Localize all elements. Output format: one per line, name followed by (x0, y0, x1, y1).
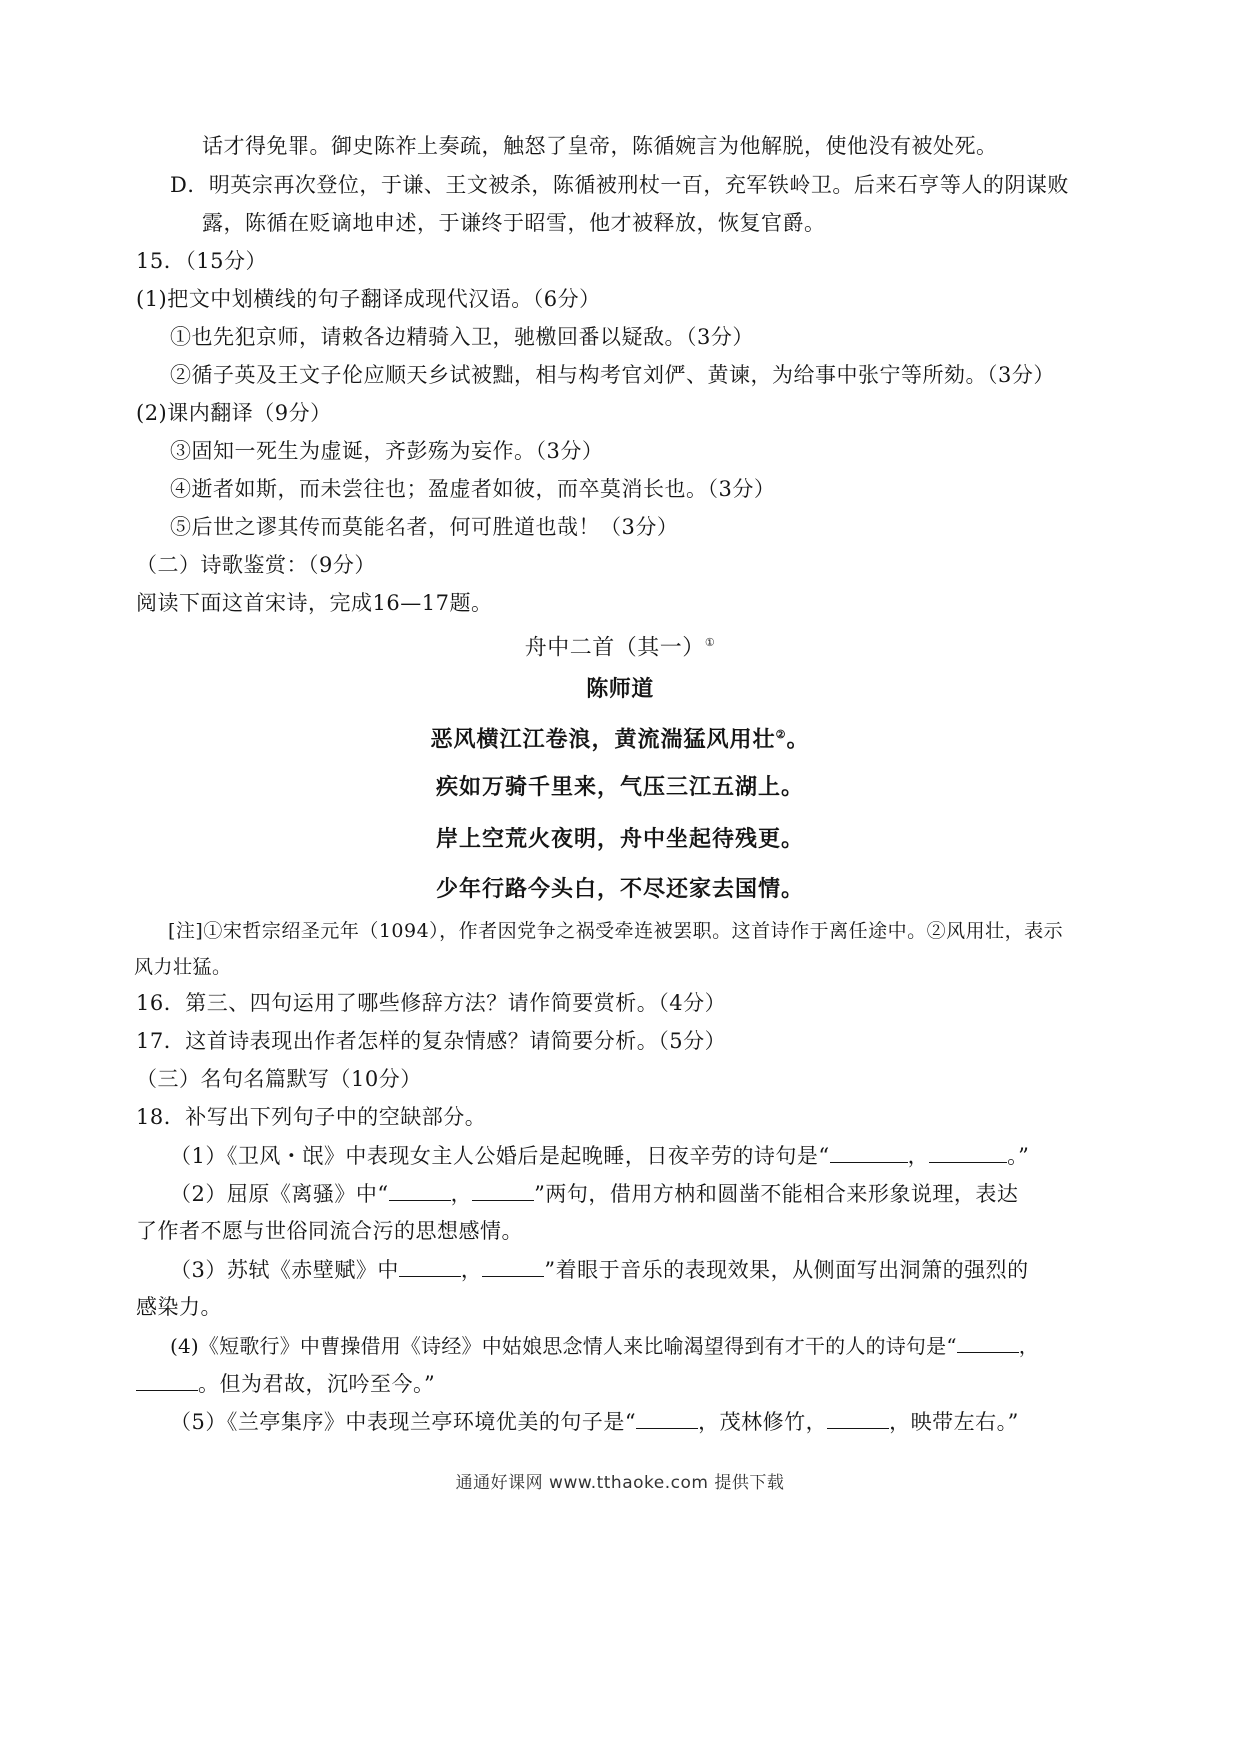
poem-note-line-2: 风力壮猛。 (134, 956, 232, 978)
fill-item-3-continued: 感染力。 (136, 1295, 222, 1319)
question-15-heading: 15．（15分） (136, 249, 267, 273)
fill-item-5: （5）《兰亭集序》中表现兰亭环境优美的句子是“ ，茂林修竹， ，映带左右。” (170, 1406, 1019, 1437)
fill-item-2-continued: 了作者不愿与世俗同流合污的思想感情。 (136, 1219, 523, 1243)
translation-item-5: ⑤后世之谬其传而莫能名者，何可胜道也哉！（3分） (170, 515, 679, 539)
answer-blank[interactable] (636, 1406, 698, 1429)
answer-blank[interactable] (136, 1368, 198, 1391)
fill-item-1: （1）《卫风・氓》中表现女主人公婚后是起晚睡，日夜辛劳的诗句是“ ， 。” (170, 1140, 1029, 1171)
answer-blank[interactable] (482, 1254, 544, 1277)
question-15-part-2: (2)课内翻译（9分） (136, 401, 332, 425)
fill-item-3: （3）苏轼《赤壁赋》中 ， ”着眼于音乐的表现效果，从侧面写出洞箫的强烈的 (170, 1254, 1029, 1285)
poem-instruction: 阅读下面这首宋诗，完成16—17题。 (136, 591, 493, 615)
question-16: 16．第三、四句运用了哪些修辞方法？请作简要赏析。（4分） (136, 991, 727, 1015)
question-18: 18．补写出下列句子中的空缺部分。 (136, 1105, 487, 1129)
question-17: 17．这首诗表现出作者怎样的复杂情感？请简要分析。（5分） (136, 1029, 727, 1053)
question-15-part-1: (1)把文中划横线的句子翻译成现代汉语。（6分） (136, 287, 601, 311)
poem-line-2: 疾如万骑千里来，气压三江五湖上。 (435, 774, 804, 800)
poem-line-1: 恶风横江江卷浪，黄流湍猛风用壮②。 (430, 726, 810, 753)
answer-blank[interactable] (929, 1140, 1007, 1163)
translation-item-4: ④逝者如斯，而未尝往也；盈虚者如彼，而卒莫消长也。（3分） (170, 477, 776, 501)
fill-item-2: （2）屈原《离骚》中“ ， ”两句，借用方枘和圆凿不能相合来形象说理，表达 (170, 1178, 1018, 1209)
answer-blank[interactable] (389, 1178, 451, 1201)
option-d-line: D．明英宗再次登位，于谦、王文被杀，陈循被刑杖一百，充军铁岭卫。后来石亨等人的阴谋败 (170, 173, 1069, 197)
poem-author: 陈师道 (586, 676, 654, 702)
text-line: 露，陈循在贬谪地申述，于谦终于昭雪，他才被释放，恢复官爵。 (202, 211, 826, 235)
footnote-marker: ① (704, 636, 716, 649)
answer-blank[interactable] (472, 1178, 534, 1201)
translation-item-1: ①也先犯京师，请敕各边精骑入卫，驰檄回番以疑敌。（3分） (170, 325, 754, 349)
footnote-marker: ② (775, 728, 787, 741)
page-footer: 通通好课网 www.tthaoke.com 提供下载 (455, 1473, 785, 1493)
answer-blank[interactable] (830, 1140, 908, 1163)
poem-title: 舟中二首（其一）① (524, 635, 716, 661)
poem-line-3: 岸上空荒火夜明，舟中坐起待残更。 (435, 826, 804, 852)
fill-item-4-continued: 。但为君故，沉吟至今。” (136, 1368, 435, 1399)
section-2-heading: （二）诗歌鉴赏：（9分） (136, 553, 376, 577)
text-line: 话才得免罪。御史陈祚上奏疏，触怒了皇帝，陈循婉言为他解脱，使他没有被处死。 (202, 134, 998, 158)
poem-line-4: 少年行路今头白，不尽还家去国情。 (435, 876, 804, 902)
section-3-heading: （三）名句名篇默写（10分） (136, 1067, 422, 1091)
answer-blank[interactable] (957, 1330, 1019, 1353)
translation-item-3: ③固知一死生为虚诞，齐彭殇为妄作。（3分） (170, 439, 604, 463)
poem-note-line-1: [注]①宋哲宗绍圣元年（1094），作者因党争之祸受牵连被罢职。这首诗作于离任途中。②风用壮，表示 (168, 920, 1064, 942)
translation-item-2: ②循子英及王文子伦应顺天乡试被黜，相与构考官刘俨、黄谏，为给事中张宁等所劾。（3分） (170, 363, 1055, 387)
answer-blank[interactable] (827, 1406, 889, 1429)
answer-blank[interactable] (399, 1254, 461, 1277)
fill-item-4: (4)《短歌行》中曹操借用《诗经》中姑娘思念情人来比喻渴望得到有才干的人的诗句是“ ， (170, 1330, 1039, 1361)
